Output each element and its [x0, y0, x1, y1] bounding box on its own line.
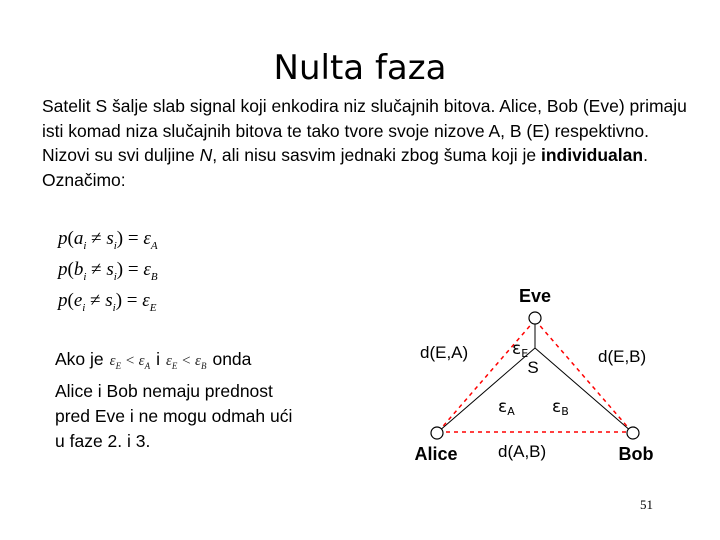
formula-bob: $p(b_i \ne s_i) = \varepsilon_B$: [58, 259, 158, 283]
eve-alice-bob-diagram: [400, 280, 670, 470]
node-eve: [529, 312, 541, 324]
intro-text-2: , ali nisu sasvim jednaki zbog šuma koji je: [212, 145, 541, 165]
intro-text-3: . Označimo:: [42, 145, 648, 190]
condition-line-1: Ako je $\varepsilon_E < \varepsilon_A$ i $\varepsilon_E < \varepsilon_B$ onda: [55, 349, 252, 371]
intro-text-1: Satelit S šalje slab signal koji enkodira niz slučajnih bitova. Alice, Bob (Eve) primaju isti komad niza slučajnih bitova te tako tvore svoje nizove A, B (E) respektivno. Nizovi su svi duljine: [42, 96, 687, 165]
condition-line-4: u faze 2. i 3.: [55, 431, 151, 451]
condition-line-3: pred Eve i ne mogu odmah ući: [55, 406, 293, 426]
condition-line-2: Alice i Bob nemaju prednost: [55, 381, 273, 401]
formula-alice: $p(a_i \ne s_i) = \varepsilon_A$: [58, 228, 158, 252]
label-alice: Alice: [414, 444, 458, 464]
formula-eve: $p(e_i \ne s_i) = \varepsilon_E$: [58, 290, 157, 314]
emphasis-word: individualan: [540, 145, 644, 165]
node-bob: [627, 427, 639, 439]
label-d-eb: d(E,B): [598, 347, 647, 366]
inequality-2: $\varepsilon_E < \varepsilon_B$: [166, 353, 207, 371]
intro-paragraph: [42, 94, 692, 192]
inequality-1: $\varepsilon_E < \varepsilon_A$: [109, 353, 151, 371]
label-d-ab: d(A,B): [498, 442, 547, 461]
label-bob: Bob: [618, 444, 654, 464]
label-eps-a: εA: [498, 397, 515, 418]
page-number: 51: [640, 497, 653, 512]
condition-text: [55, 347, 345, 454]
edge-eve-bob: [535, 320, 632, 432]
label-satellite: S: [527, 358, 539, 377]
node-alice: [431, 427, 443, 439]
label-eps-e: εE: [512, 339, 529, 360]
length-symbol: N: [199, 145, 213, 165]
label-eps-b: εB: [552, 397, 569, 418]
edge-eve-alice: [438, 320, 535, 432]
slide-title: Nulta faza: [273, 48, 447, 88]
label-d-ea: d(E,A): [420, 343, 469, 362]
label-eve: Eve: [518, 286, 552, 306]
